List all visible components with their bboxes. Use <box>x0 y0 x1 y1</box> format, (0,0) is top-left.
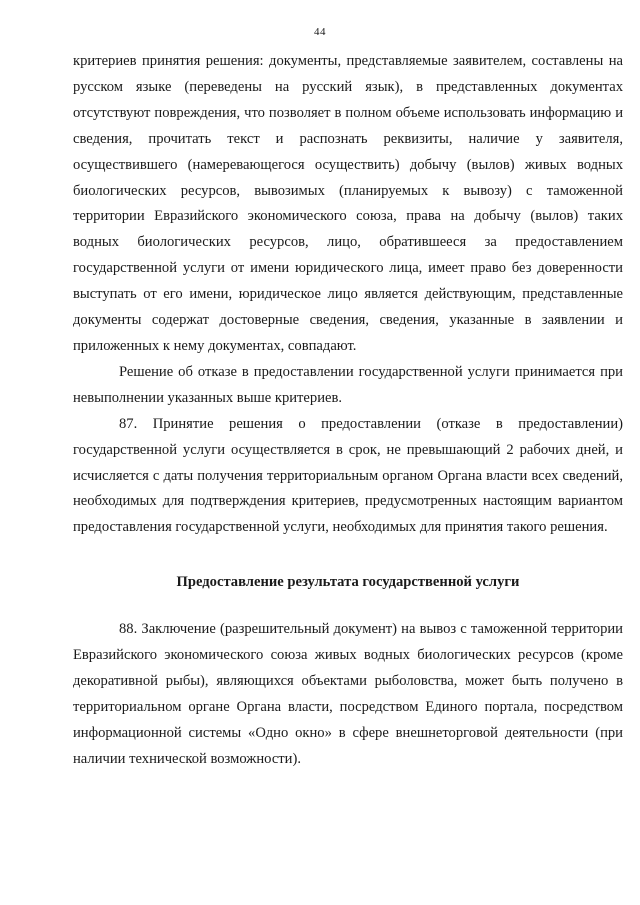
document-body <box>73 49 623 773</box>
paragraph-88: 88. Заключение (разрешительный документ) на вывоз с таможенной территории Евразийского экономического союза живых водных биологических ресурсов (кроме декоративной рыбы), являющихся объектами рыболовства, может быть получено в территориальном органе Органа власти, посредством Единого портала, посредством информационной системы «Одно окно» в сфере внешнеторговой деятельности (при наличии технической возможности). <box>73 621 623 767</box>
paragraph-87: 87. Принятие решения о предоставлении (отказе в предоставлении) государственной услуги осуществляется в срок, не превышающий 2 рабочих дней, и исчисляется с даты получения территориальным органом Органа власти всех сведений, необходимых для подтверждения критериев, предусмотренных настоящим вариантом предоставления государственной услуги, необходимых для принятия такого решения. <box>73 415 623 536</box>
section-heading: Предоставление результата государственной услуги <box>176 574 520 591</box>
paragraph-criteria-continuation: критериев принятия решения: документы, представляемые заявителем, составлены на русском языке (переведены на русский язык), в представленных документах отсутствуют повреждения, что позволяет в полном объеме использовать информацию и сведения, прочитать текст и распознать реквизиты, наличие у заявителя, осуществившего (намеревающегося осуществить) добычу (вылов) живых водных биологических ресурсов, вывозимых (планируемых к вывозу) с таможенной территории Евразийского экономического союза, права на добычу (вылов) таких водных биологических ресурсов, лицо, обратившееся за предоставлением государственной услуги от имени юридического лица, имеет право без доверенности выступать от его имени, юридическое лицо является действующим, представленные документы содержат достоверные сведения, сведения, указанные в заявлении и приложенных к нему документах, совпадают. <box>73 53 623 354</box>
paragraph-refusal-decision: Решение об отказе в предоставлении государственной услуги принимается при невыполнении указанных выше критериев. <box>73 363 623 406</box>
page-number: 44 <box>314 26 326 38</box>
